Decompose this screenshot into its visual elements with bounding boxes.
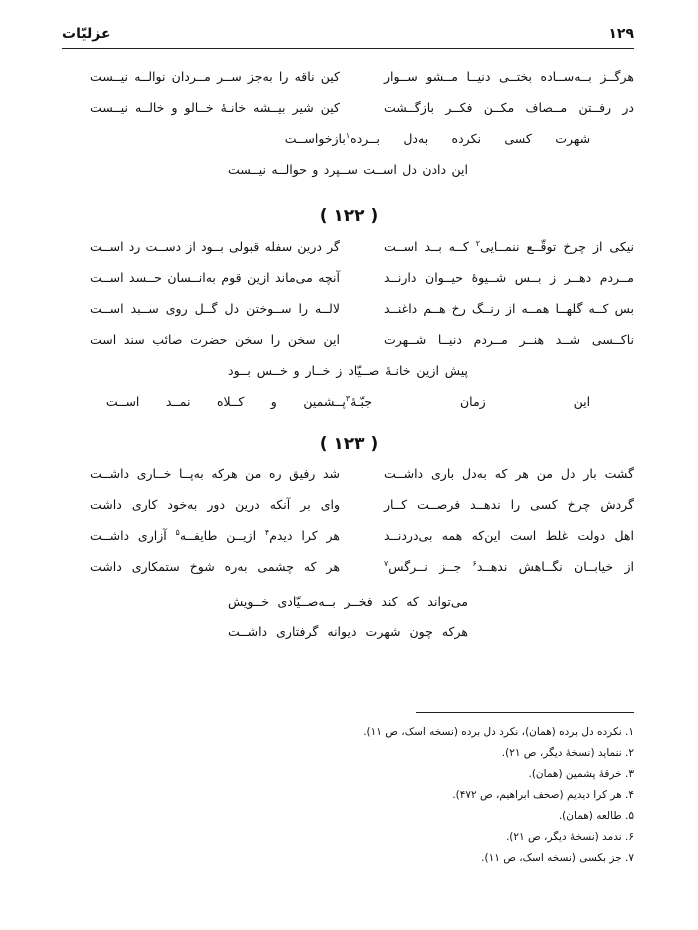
- footnote-mark: ۵: [175, 527, 180, 537]
- closing-line: [62, 391, 634, 413]
- footnote-mark: ۴: [264, 527, 270, 537]
- hemistich-second: هر که چشمی به‌ره شوخ ستمکاری داشت: [90, 559, 340, 574]
- closing-text: هرکه چون شهرت دیوانه گرفتاری داشــت: [228, 624, 468, 639]
- closing-text: این زمان جبّـهٔ: [350, 394, 591, 409]
- closing-text: این دادن دل اســت ســپرد و حوالــه نیــست: [228, 162, 468, 177]
- footnote-mark: ۲: [475, 238, 481, 248]
- hemistich-first: گشت بار دل من هر که به‌دل باری داشــت: [384, 466, 634, 481]
- couplet: [62, 329, 634, 351]
- closing-line: [62, 591, 634, 613]
- hemistich-first: گردش چرخ کسی را ندهــد فرصــت کــار: [384, 497, 634, 512]
- footnote-mark: ۶: [472, 558, 477, 568]
- page-header: [62, 26, 634, 46]
- footnote: ۵. طالعه (همان).: [558, 810, 634, 822]
- hemistich-second: کین ناقه را به‌جز ســر مــردان نوالــه نیــست: [90, 69, 340, 84]
- footnote: ۲. ننماید (نسخهٔ دیگر، ص ۲۱).: [501, 747, 634, 759]
- ghazal-number: ( ۱۲۳ ): [319, 434, 379, 454]
- footnote: ۷. جز بکسی (نسخه اسک، ص ۱۱).: [481, 852, 634, 864]
- hemistich-second: گر درین سفله قبولی بــود از دســت رد اســت: [90, 239, 340, 254]
- footnote-mark: ۷: [384, 558, 389, 568]
- couplet: [62, 525, 634, 547]
- footnote: ۳. خرقهٔ پشمین (همان).: [528, 768, 634, 780]
- hemistich-first: هرگــز بــه‌ســاده بختــی دنیــا مــشو ســوار: [384, 69, 634, 84]
- couplet: [62, 97, 634, 119]
- ghazal-number: ( ۱۲۲ ): [319, 206, 379, 226]
- couplet: [62, 236, 634, 258]
- running-title: عزلیّات: [62, 26, 111, 42]
- couplet: [62, 267, 634, 289]
- hemistich-second: کین شیر بیــشه خانـهٔ خــالو و خالــه نیــست: [90, 100, 340, 115]
- footnote-mark: ۳: [345, 393, 351, 403]
- hemistich-first: اهل دولت غلط است این‌که همه بی‌دردنــد: [384, 528, 634, 543]
- closing-text: شهرت کسی نکرده به‌دل بــرده: [350, 131, 591, 146]
- footnote-divider: [416, 712, 634, 713]
- hemistich-second: لالــه را ســوختن دل گــل روی ســبد اســت: [90, 301, 340, 316]
- hemistich-first: از خیابــان نگــاهش ندهــد$^۶$ جــز نــرگس$^۷$: [384, 558, 634, 574]
- closing-line: [62, 128, 634, 150]
- hemistich-first: ناکــسی شــد هنــر مــردم دنیــا شــهرت: [384, 332, 634, 347]
- hemistich-first: در رفــتن مــصاف مکــن فکــر بازگــشت: [384, 100, 634, 115]
- couplet: [62, 298, 634, 320]
- footnote: ۴. هر کرا دیدیم (صحف ابراهیم، ص ۴۷۲).: [452, 789, 634, 801]
- closing-line: [62, 621, 634, 643]
- hemistich-first: نیکی از چرخ توقّــع ننمــایی$^۲$ کــه بــد اســت: [384, 238, 634, 254]
- hemistich-first: مــردم دهــر ز بــس شــیوهٔ حیــوان دارنــد: [384, 270, 634, 285]
- header-divider: [62, 48, 634, 49]
- hemistich-second: آنچه می‌ماند ازین قوم به‌انــسان حــسد اســت: [90, 270, 340, 285]
- closing-line: [62, 360, 634, 382]
- couplet: [62, 556, 634, 578]
- page-number: ۱۲۹: [608, 26, 634, 42]
- hemistich-second: شد رفیق ره من هرکه به‌پــا خــاری داشــت: [90, 466, 340, 481]
- closing-text: می‌تواند که کند فخــر بــه‌صــیّادی خــویش: [228, 594, 468, 609]
- couplet: [62, 494, 634, 516]
- hemistich-second: وای بر آنکه درین دور به‌خود کاری داشت: [90, 497, 340, 512]
- couplet: [62, 463, 634, 485]
- footnote-mark: ۱: [345, 130, 351, 140]
- hemistich-first: بس کــه گلهــا همــه از رنــگ رخ هــم داغنــد: [384, 301, 634, 316]
- footnote: ۶. ندمد (نسخهٔ دیگر، ص ۲۱).: [505, 831, 634, 843]
- hemistich-second: این سخن را سخن حضرت صائب سند است: [90, 332, 340, 347]
- closing-text-tail: پــشمین و کــلاه نمــد اســت: [105, 394, 346, 409]
- footnote: ۱. نکرده دل برده (همان)، نکرد دل برده (نسخه اسک، ص ۱۱).: [363, 726, 634, 738]
- closing-text-tail: بازخواســت: [284, 131, 346, 146]
- couplet: [62, 66, 634, 88]
- hemistich-second: هر کرا دیدم$^۴$ ازیــن طایفــه$^۵$ آزاری داشــت: [90, 527, 340, 543]
- closing-line: [62, 159, 634, 181]
- closing-text: پیش ازین خانـهٔ صــیّاد ز خــار و خــس بــود: [228, 363, 468, 378]
